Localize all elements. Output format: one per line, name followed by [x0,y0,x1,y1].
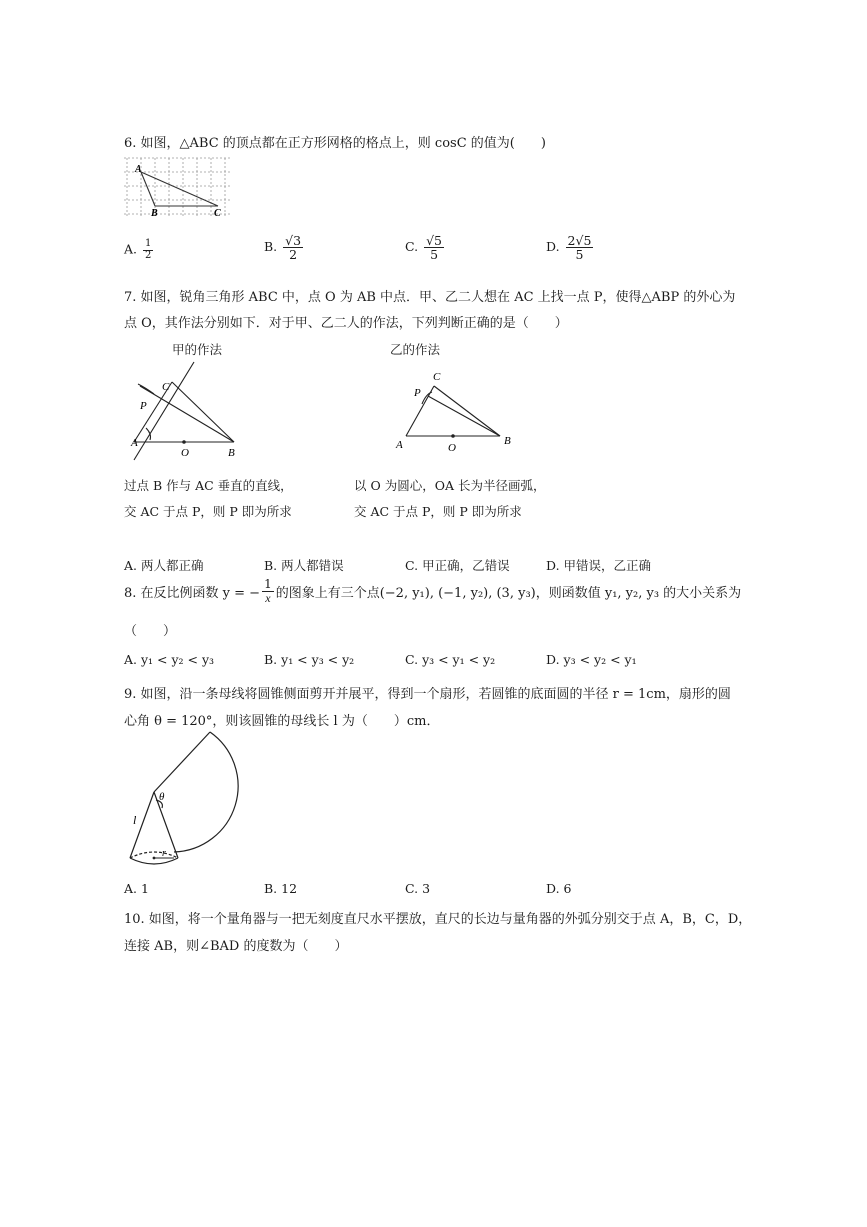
q9-cone-figure [124,730,240,874]
q8-option-c[interactable]: C. y₃ < y₁ < y₂ [405,652,496,667]
q9-label-l: l [133,813,137,827]
q8-stem-middle: 的图象上有三个点(−2, y₁), (−1, y₂), (3, y₃)，则函数值 y₁, y₂, y₃ 的大小关系为 [275,585,742,601]
q9-option-a[interactable]: A. 1 [124,881,149,896]
q9-option-b[interactable]: B. 12 [264,881,298,896]
q7-yi-desc-line1: 以 O 为圆心，OA 长为半径画弧， [354,478,546,493]
q6-label-c: C [214,208,221,219]
q8-stem-line1 [124,578,741,604]
q9-label-r: r [162,848,166,859]
q6-grid-figure [122,154,234,220]
q8-frac-num: 1 [264,577,272,591]
q6-stem: 6. 如图，△ABC 的顶点都在正方形网格的格点上，则 cosC 的值为( ) [124,136,546,151]
q9-stem-line2: 心角 θ = 120°，则该圆锥的母线长 l 为（ ）cm． [124,714,440,729]
q6-option-d[interactable] [546,234,595,261]
q6-option-c-den: 5 [430,247,439,263]
q7-jia-label-o: O [181,447,189,459]
q6-option-b-num: √3 [285,233,302,248]
q6-option-a-fraction [143,239,153,261]
q7-yi-label-a: A [396,439,403,451]
q9-stem-line1: 9. 如图，沿一条母线将圆锥侧面剪开并展平，得到一个扇形，若圆锥的底面圆的半径 r = 1cm，扇形的圆 [124,687,731,702]
q7-yi-label-o: O [448,442,456,454]
q6-option-c-num: √5 [426,233,442,248]
q6-option-c-label: C. [405,239,419,255]
q6-option-d-den: 5 [575,247,584,263]
q9-label-theta: θ [159,791,165,803]
q7-jia-desc-line2: 交 AC 于点 P，则 P 即为所求 [124,504,292,519]
q6-option-d-label: D. [546,239,560,255]
q7-jia-desc-line1: 过点 B 作与 AC 垂直的直线， [124,478,293,493]
q6-option-b-fraction [283,234,303,261]
q7-yi-label-p: P [414,387,421,399]
q6-option-a-num: 1 [145,238,152,249]
q9-option-c[interactable]: C. 3 [405,881,431,896]
q7-stem-line2: 点 O，其作法分别如下．对于甲、乙二人的作法，下列判断正确的是（ ） [124,316,568,331]
q7-yi-label-b: B [504,435,511,447]
q7-option-c[interactable]: C. 甲正确，乙错误 [405,558,510,573]
q7-jia-label-c: C [162,381,170,393]
q7-stem-line1: 7. 如图，锐角三角形 ABC 中，点 O 为 AB 中点．甲、乙二人想在 AC 上找一点 P，使得△ABP 的外心为 [124,290,736,305]
q6-option-c-fraction [424,234,444,261]
q8-stem-line2: （ ） [124,624,177,639]
q7-option-b[interactable]: B. 两人都错误 [264,558,344,573]
q10-stem-line1: 10. 如图，将一个量角器与一把无刻度直尺水平摆放，直尺的长边与量角器的外弧分别交于点 A，B，C，D， [124,912,752,927]
q8-option-b[interactable]: B. y₁ < y₃ < y₂ [264,652,355,667]
q6-option-a-den: 2 [145,249,152,261]
q7-option-d[interactable]: D. 甲错误，乙正确 [546,558,652,573]
q7-yi-desc-line2: 交 AC 于点 P，则 P 即为所求 [354,504,522,519]
q8-fraction [262,578,274,604]
q6-option-d-num: 2√5 [567,233,592,248]
q8-option-d[interactable]: D. y₃ < y₂ < y₁ [546,652,637,667]
q10-stem-line2: 连接 AB，则∠BAD 的度数为（ ） [124,939,348,954]
q7-yi-label-c: C [433,371,441,383]
q6-option-b-label: B. [264,239,278,255]
q7-option-a[interactable]: A. 两人都正确 [124,558,204,573]
q6-label-b: B [151,208,158,219]
q7-yi-title: 乙的作法 [390,342,441,357]
q7-jia-label-b: B [228,447,235,459]
q7-yi-figure [392,364,522,456]
q9-option-d[interactable]: D. 6 [546,881,572,896]
q6-option-b[interactable] [264,234,305,261]
q6-label-a: A [135,164,142,175]
q7-jia-title: 甲的作法 [172,342,223,357]
q6-option-a-label: A. [124,241,138,257]
q6-option-b-den: 2 [289,247,298,263]
q8-option-a[interactable]: A. y₁ < y₂ < y₃ [124,652,215,667]
q7-jia-figure [124,360,254,464]
q7-jia-label-a: A [131,437,138,449]
q8-stem-prefix: 8. 在反比例函数 y = − [124,585,261,601]
q7-jia-label-p: P [140,400,147,412]
q6-option-c[interactable] [405,234,446,261]
q6-option-d-fraction [566,234,594,261]
q8-frac-den: x [265,590,271,605]
q6-option-a[interactable] [124,239,155,261]
